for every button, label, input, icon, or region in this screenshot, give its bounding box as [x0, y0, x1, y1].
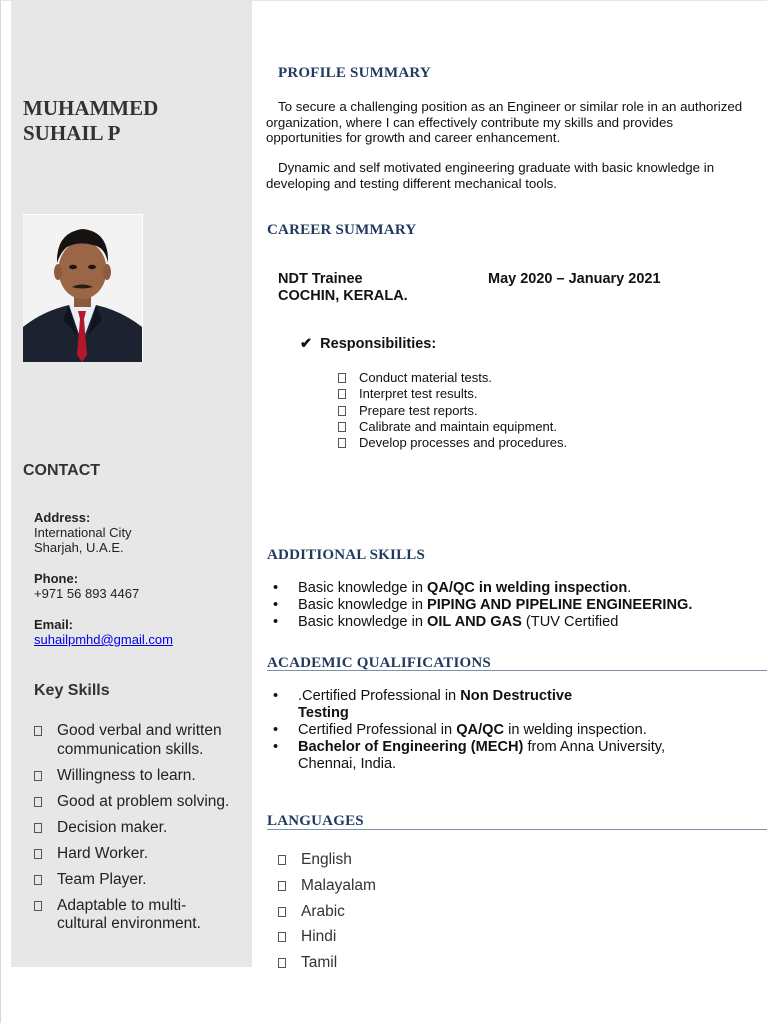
- responsibility-item: Interpret test results.: [337, 386, 567, 402]
- additional-skill-item: • Basic knowledge in QA/QC in welding inspection.: [272, 580, 752, 597]
- address-block: [34, 510, 132, 555]
- email-label: Email:: [34, 617, 74, 632]
- name-line-1: MUHAMMED: [23, 96, 159, 120]
- address-label: Address:: [34, 510, 91, 525]
- phone-label: Phone:: [34, 571, 79, 586]
- checkbox-bullet-icon: [338, 406, 346, 416]
- email-block: [34, 617, 173, 647]
- key-skills-list: [33, 722, 233, 941]
- key-skills-heading: Key Skills: [34, 682, 110, 699]
- additional-skill-item: • Basic knowledge in PIPING AND PIPELINE ENGINEERING.: [272, 597, 752, 614]
- checkbox-bullet-icon: [338, 438, 346, 448]
- checkbox-bullet-icon: [338, 422, 346, 432]
- checkbox-bullet-icon: [338, 389, 346, 399]
- checkbox-bullet-icon: [34, 726, 42, 736]
- checkbox-bullet-icon: [34, 875, 42, 885]
- checkbox-bullet-icon: [278, 855, 286, 865]
- phone-number: +971 56 893 4467: [34, 586, 140, 601]
- checkbox-bullet-icon: [278, 907, 286, 917]
- address-line-2: Sharjah, U.A.E.: [34, 540, 124, 555]
- profile-photo: [23, 214, 143, 362]
- academic-qualifications-heading: ACADEMIC QUALIFICATIONS: [267, 655, 491, 671]
- phone-block: [34, 571, 139, 601]
- candidate-name: [23, 96, 158, 146]
- language-item: Malayalam: [277, 877, 376, 895]
- checkbox-bullet-icon: [34, 797, 42, 807]
- key-skill-item: Adaptable to multi-cultural environment.: [33, 897, 233, 934]
- key-skill-item: Willingness to learn.: [33, 767, 233, 786]
- contact-heading: CONTACT: [23, 462, 101, 479]
- checkmark-icon: ✔: [300, 336, 313, 352]
- academic-divider: [267, 670, 767, 671]
- email-link[interactable]: suhailpmhd@gmail.com: [34, 632, 173, 647]
- job-location: COCHIN, KERALA.: [278, 288, 408, 304]
- responsibilities-heading: ✔ Responsibilities:: [300, 336, 437, 352]
- language-item: Arabic: [277, 903, 376, 921]
- additional-skill-item: • Basic knowledge in OIL AND GAS (TUV Certified: [272, 614, 752, 631]
- checkbox-bullet-icon: [34, 823, 42, 833]
- profile-summary-heading: PROFILE SUMMARY: [278, 65, 431, 81]
- checkbox-bullet-icon: [34, 849, 42, 859]
- responsibility-item: Develop processes and procedures.: [337, 435, 567, 451]
- portrait-image: [23, 215, 142, 362]
- responsibility-item: Calibrate and maintain equipment.: [337, 419, 567, 435]
- job-dates: May 2020 – January 2021: [488, 271, 661, 287]
- address-line-1: International City: [34, 525, 132, 540]
- checkbox-bullet-icon: [278, 881, 286, 891]
- languages-divider: [267, 829, 767, 830]
- job-title: NDT Trainee: [278, 271, 363, 287]
- checkbox-bullet-icon: [278, 958, 286, 968]
- key-skill-item: Hard Worker.: [33, 845, 233, 864]
- career-summary-heading: CAREER SUMMARY: [267, 222, 417, 238]
- academic-item: • .Certified Professional in Non Destructive Testing: [272, 688, 598, 722]
- checkbox-bullet-icon: [338, 373, 346, 383]
- additional-skills-heading: ADDITIONAL SKILLS: [267, 547, 426, 563]
- key-skill-item: Good at problem solving.: [33, 793, 233, 812]
- languages-heading: LANGUAGES: [267, 813, 364, 829]
- academic-item: • Bachelor of Engineering (MECH) from Anna University, Chennai, India.: [272, 739, 702, 773]
- key-skill-item: Decision maker.: [33, 819, 233, 838]
- checkbox-bullet-icon: [34, 901, 42, 911]
- responsibility-item: Conduct material tests.: [337, 370, 567, 386]
- language-item: Hindi: [277, 928, 376, 946]
- academic-item: • Certified Professional in QA/QC in welding inspection.: [272, 722, 702, 739]
- language-item: English: [277, 851, 376, 869]
- checkbox-bullet-icon: [34, 771, 42, 781]
- key-skill-item: Team Player.: [33, 871, 233, 890]
- profile-paragraph-2: Dynamic and self motivated engineering graduate with basic knowledge in developing and testing different mechanical tools.: [266, 160, 715, 191]
- responsibility-item: Prepare test reports.: [337, 403, 567, 419]
- name-line-2: SUHAIL P: [23, 121, 121, 145]
- language-item: Tamil: [277, 954, 376, 972]
- additional-skills-list: [272, 580, 752, 631]
- key-skill-item: Good verbal and written communication skills.: [33, 722, 233, 759]
- profile-paragraph-1: To secure a challenging position as an Engineer or similar role in an authorized organization, where I can effectively contribute my skills and provides opportunities for growth and career enhancement.: [266, 99, 743, 145]
- checkbox-bullet-icon: [278, 932, 286, 942]
- languages-list: [277, 851, 376, 980]
- academic-list: [272, 688, 702, 773]
- responsibilities-list: [337, 370, 567, 451]
